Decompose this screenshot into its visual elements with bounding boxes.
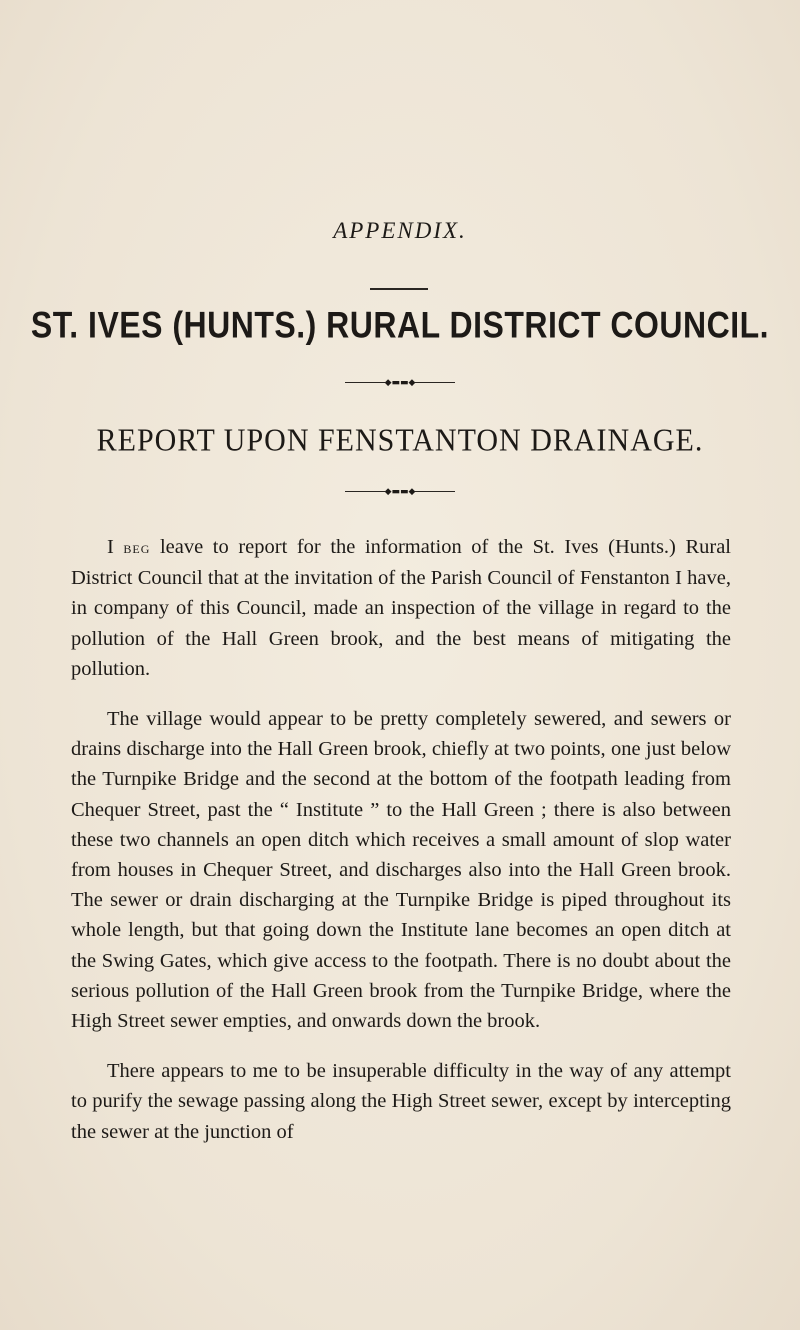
- paragraph-2: The village would appear to be pretty completely sewered, and sewers or drains discharge into the Hall Green brook, chiefly at two points, one just below the Turnpike Bridge and the second at the bottom of the footpath leading from Chequer Street, past the “ Institute ” to the Hall Green ; there is also between these two channels an open ditch which receives a small amount of slop water from houses in Chequer Street, and discharges also into the Hall Green brook. The sewer or drain discharging at the Turnpike Bridge is piped throughout its whole length, but that going down the Institute lane becomes an open ditch at the Swing Gates, which give access to the footpath. There is no doubt about the serious pollution of the Hall Green brook from the Turnpike Bridge, where the High Street sewer empties, and onwards down the brook.: [71, 708, 731, 1033]
- report-title: REPORT UPON FENSTANTON DRAINAGE.: [96, 423, 704, 458]
- appendix-heading: APPENDIX.: [333, 218, 467, 243]
- ornament-divider-top: ◆▬▬◆: [0, 376, 800, 389]
- ornament-divider-bottom: ◆▬▬◆: [0, 485, 800, 498]
- report-body: [71, 532, 731, 1167]
- council-title: ST. IVES (HUNTS.) RURAL DISTRICT COUNCIL.: [30, 304, 770, 346]
- paragraph-1-lead: I: [107, 536, 124, 558]
- paragraph-3: There appears to me to be insuperable difficulty in the way of any attempt to purify the sewage passing along the High Street sewer, except by intercepting the sewer at the junction of: [71, 1060, 731, 1143]
- paragraph-1-smallcaps: beg: [123, 538, 151, 557]
- short-rule-divider: [370, 288, 428, 290]
- paragraph-1: [71, 532, 731, 684]
- paragraph-1-rest: leave to report for the information of the St. Ives (Hunts.) Rural District Council that at the invitation of the Parish Council of Fenstanton I have, in company of this Council, made an inspection of the village in regard to the pollution of the Hall Green brook, and the best means of mitigating the pollution.: [71, 536, 731, 680]
